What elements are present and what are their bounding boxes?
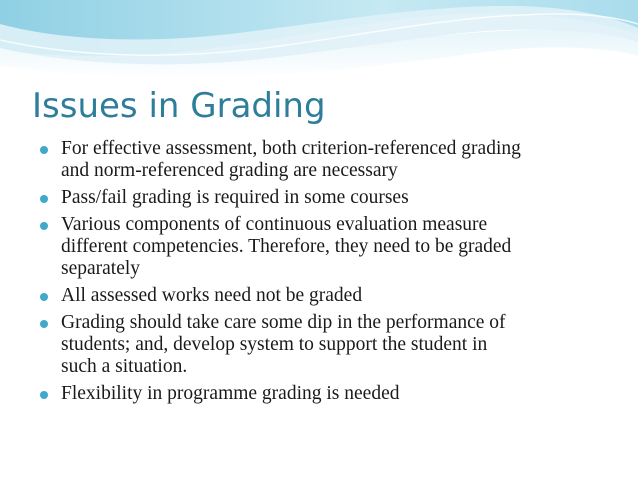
bullet-line: students; and, develop system to support the student in (61, 334, 488, 355)
header-wave-decoration (0, 0, 638, 80)
bullet-line: Pass/fail grading is required in some courses (61, 187, 409, 208)
bullet-line: All assessed works need not be graded (61, 285, 363, 306)
bullet-item (40, 138, 620, 182)
bullet-line: Flexibility in programme grading is needed (61, 383, 400, 404)
bullet-dot-icon (40, 320, 48, 328)
bullet-item (40, 312, 620, 378)
bullet-dot-icon (40, 293, 48, 301)
bullet-line: For effective assessment, both criterion-referenced grading (61, 138, 521, 159)
bullet-line: different competencies. Therefore, they need to be graded (61, 236, 512, 257)
bullet-dot-icon (40, 222, 48, 230)
slide-title: Issues in Grading (32, 86, 326, 126)
bullet-line: Various components of continuous evaluation measure (61, 214, 488, 235)
bullet-item (40, 187, 620, 209)
bullet-item (40, 285, 620, 307)
bullet-dot-icon (40, 195, 48, 203)
bullet-dot-icon (40, 391, 48, 399)
bullet-line: and norm-referenced grading are necessary (61, 160, 398, 181)
bullet-item (40, 214, 620, 280)
bullet-list (40, 138, 620, 410)
bullet-line: such a situation. (61, 356, 188, 377)
bullet-line: Grading should take care some dip in the performance of (61, 312, 506, 333)
bullet-dot-icon (40, 146, 48, 154)
bullet-item (40, 383, 620, 405)
bullet-line: separately (61, 258, 141, 279)
